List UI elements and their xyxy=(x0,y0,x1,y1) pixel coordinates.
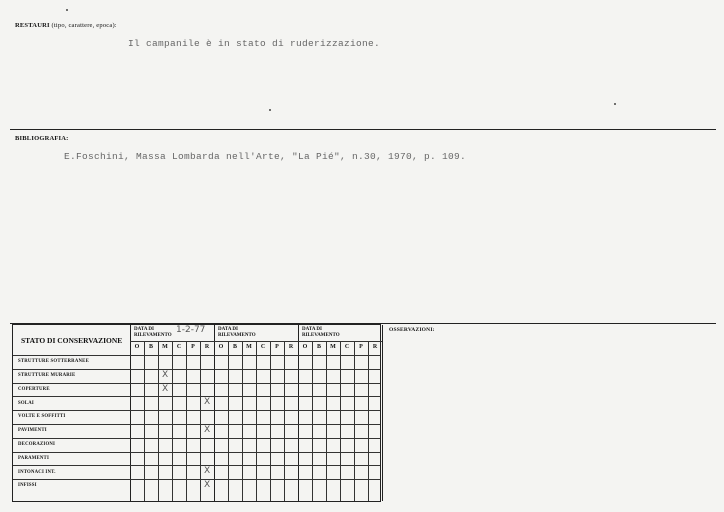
row-label-8: INTONACI INT. xyxy=(18,469,56,475)
row-label-7: PARAMENTI xyxy=(18,455,50,461)
col-header-r-2: R xyxy=(372,344,378,350)
x-mark-2: X xyxy=(162,383,169,394)
col-line-2-2 xyxy=(326,341,327,501)
restauri-label-sub: (tipo, carattere, epoca): xyxy=(51,22,117,29)
speck-1 xyxy=(269,109,271,111)
conservation-grid xyxy=(12,324,381,502)
col-header-p-0: P xyxy=(191,344,195,350)
x-mark-8: X xyxy=(204,466,211,477)
row-line-7 xyxy=(13,452,380,453)
col-line-1-3 xyxy=(256,341,257,501)
x-mark-5: X xyxy=(204,425,211,435)
col-line-0-4 xyxy=(186,341,187,501)
col-header-o-0: O xyxy=(134,344,140,350)
col-line-2-5 xyxy=(368,341,369,501)
col-header-b-2: B xyxy=(316,344,321,350)
col-line-1-1 xyxy=(228,341,229,501)
col-header-m-2: M xyxy=(330,344,336,350)
col-header-b-0: B xyxy=(148,344,153,350)
col-header-p-1: P xyxy=(275,344,279,350)
col-line-1-2 xyxy=(242,341,243,501)
col-line-1-4 xyxy=(270,341,271,501)
restauri-label xyxy=(15,22,117,29)
col-line-0-3 xyxy=(172,341,173,501)
col-line-2-3 xyxy=(340,341,341,501)
row-label-5: PAVIMENTI xyxy=(18,428,47,434)
row-line-2 xyxy=(13,383,380,384)
row-line-4 xyxy=(13,410,380,411)
bibliografia-text: E.Foschini, Massa Lombarda nell'Arte, "La Pié", n.30, 1970, p. 109. xyxy=(64,151,467,162)
row-label-0: STRUTTURE SOTTERRANEE xyxy=(18,359,89,365)
col-line-2-1 xyxy=(312,341,313,501)
col-header-m-1: M xyxy=(246,344,252,350)
row-line-6 xyxy=(13,438,380,439)
bibliografia-label: BIBLIOGRAFIA: xyxy=(15,135,69,142)
row-line-3 xyxy=(13,396,380,397)
row-label-2: COPERTURE xyxy=(18,386,50,392)
conservation-title: STATO DI CONSERVAZIONE xyxy=(21,336,123,345)
date-label-1: DATA DI xyxy=(218,327,238,332)
col-line-1-5 xyxy=(284,341,285,501)
row-label-9: INFISSI xyxy=(18,483,37,489)
col-line-0-2 xyxy=(158,341,159,501)
group-separator-0 xyxy=(130,325,131,501)
row-label-3: SOLAI xyxy=(18,400,34,406)
speck-3 xyxy=(66,9,68,11)
x-mark-9: X xyxy=(204,480,211,491)
col-line-0-1 xyxy=(144,341,145,501)
date-label-2-1: RILEVAMENTO xyxy=(218,332,256,338)
row-label-4: VOLTE E SOFFITTI xyxy=(18,414,66,420)
row-line-9 xyxy=(13,479,380,480)
col-line-2-4 xyxy=(354,341,355,501)
col-header-c-1: C xyxy=(260,344,266,350)
divider-1 xyxy=(10,129,716,130)
date-label-2-0: RILEVAMENTO xyxy=(134,332,172,338)
x-mark-3: X xyxy=(204,397,211,408)
col-header-p-2: P xyxy=(359,344,363,350)
restauri-text: Il campanile è in stato di ruderizzazione. xyxy=(128,38,381,49)
col-header-b-1: B xyxy=(232,344,237,350)
restauri-label-text: RESTAURI xyxy=(15,22,50,29)
row-label-1: STRUTTURE MURARIE xyxy=(18,373,76,378)
row-line-1 xyxy=(13,369,380,370)
col-line-0-5 xyxy=(200,341,201,501)
date-value-1: 1-2-77 xyxy=(176,325,206,335)
speck-2 xyxy=(614,103,616,105)
group-separator-end xyxy=(382,325,383,501)
group-separator-2 xyxy=(298,325,299,501)
header-bottom-line xyxy=(13,355,380,356)
osservazioni-label: OSSERVAZIONI: xyxy=(389,327,435,333)
row-line-5 xyxy=(13,424,380,425)
date-label-2: DATA DI xyxy=(302,327,322,332)
col-header-c-2: C xyxy=(344,344,350,350)
col-header-o-2: O xyxy=(302,344,308,350)
col-header-o-1: O xyxy=(218,344,224,350)
row-line-8 xyxy=(13,465,380,466)
col-header-m-0: M xyxy=(162,344,168,350)
x-mark-1: X xyxy=(162,369,169,380)
col-header-c-0: C xyxy=(176,344,182,350)
col-header-r-1: R xyxy=(288,344,294,350)
row-label-6: DECORAZIONI xyxy=(18,442,56,447)
date-label-0: DATA DI xyxy=(134,327,154,332)
date-label-2-2: RILEVAMENTO xyxy=(302,332,340,338)
col-header-r-0: R xyxy=(204,344,210,350)
group-separator-1 xyxy=(214,325,215,501)
